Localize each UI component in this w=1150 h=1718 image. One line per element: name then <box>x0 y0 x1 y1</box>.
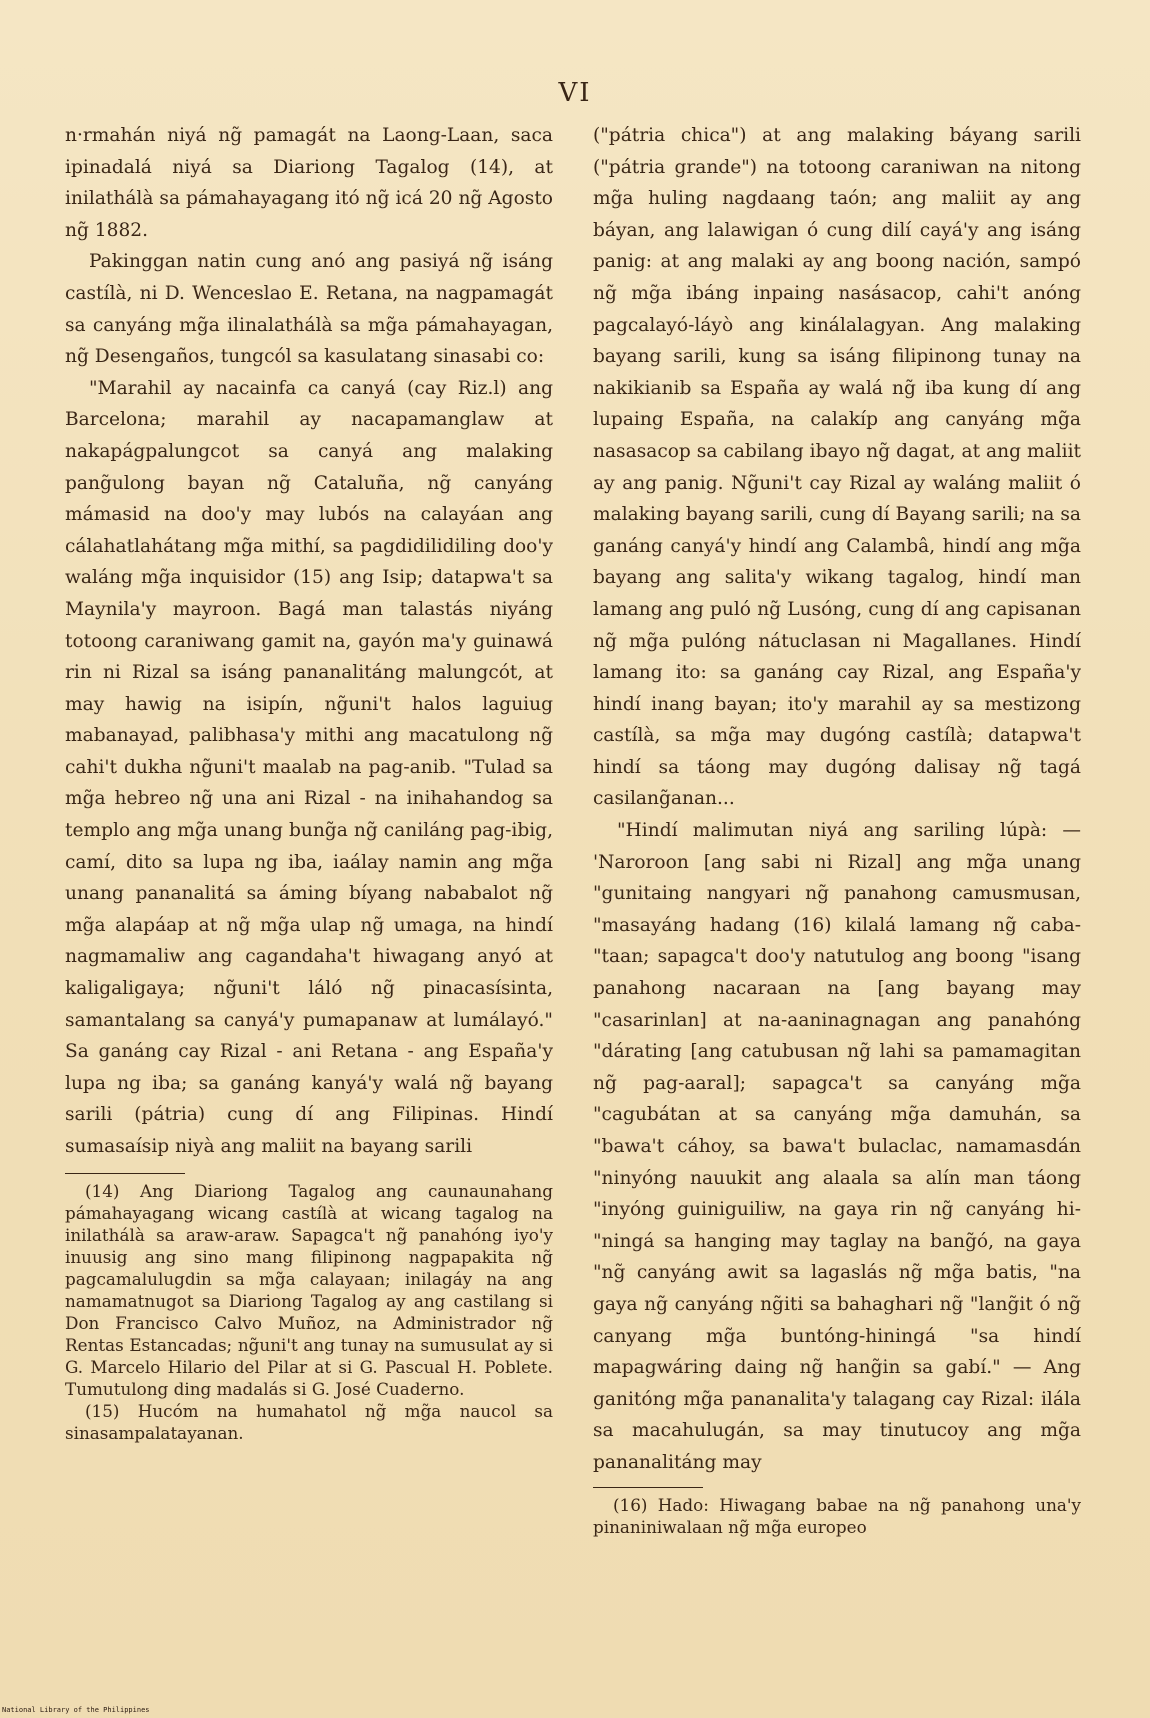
footnotes-right <box>593 1494 1081 1538</box>
paragraph: n·rmahán niyá ng̃ pamagát na Laong-Laan, saca ipinadalá niyá sa Diariong Tagalog (14), at inilathálà sa pámahayagang itó ng̃ icá 20 ng̃ Agosto ng̃ 1882. <box>65 125 553 241</box>
footnote: (14) Ang Diariong Tagalog ang caunaunahang pámahayagang wicang castílà at wicang tagalog na inilathálà sa araw-araw. Sapagca't ng̃ panahóng iyo'y inuusig ang sino mang filipinong nagpapakita ng̃ pagcamalulugdin sa mg̃a calayaan; inilagáy na ang namamatnugot sa Diariong Tagalog ay ang castilang si Don Francisco Calvo Muñoz, na Administrador ng̃ Rentas Estancadas; ng̃uni't ang tunay na sumusulat ay si G. Marcelo Hilario del Pilar at si G. Pascual H. Poblete. Tumutulong ding madalás si G. José Cuaderno. <box>65 1180 553 1399</box>
library-credit: National Library of the Philippines <box>2 1706 150 1714</box>
page-number: VI <box>558 78 592 108</box>
paragraph: "Hindí malimutan niyá ang sariling lúpà: — 'Naroroon [ang sabi ni Rizal] ang mg̃a unang "gunitaing nangyari ng̃ panahong camusmusan, "masayáng hadang (16) kilalá lamang ng̃ caba- "taan; sapagca't doo'y natutulog ang boong "isang panahong nacaraan na [ang bayang may "casarinlan] at na-aaninagnagan ang panahóng "dárating [ang catubusan ng̃ lahi sa pamamagitan ng̃ pag-aaral]; sapagca't sa canyáng mg̃a "cagubátan at sa canyáng mg̃a damuhán, sa "bawa't cáhoy, sa bawa't bulaclac, namamasdán "ninyóng nauukit ang alaala sa alín man táong "inyóng guiniguiliw, na gaya rin ng̃ canyáng hi- "ningá sa hanging may taglay na bang̃ó, na gaya "ng̃ canyáng awit sa lagaslás ng̃ mg̃a batis, "na gaya ng̃ canyáng ng̃iti sa bahaghari ng̃ "lang̃it ó ng̃ canyang mg̃a buntóng-hiningá "sa hindí mapagwáring daing ng̃ hang̃in sa gabí." — Ang ganitóng mg̃a pananalita'y talagang cay Rizal: ilála sa macahulugán, sa may tinutucoy ang mg̃a pananalitáng may <box>593 820 1081 1473</box>
paragraph: ("pátria chica") at ang malaking báyang sarili ("pátria grande") na totoong caraniwan na nitong mg̃a huling nagdaang taón; ang maliit ay ang báyan, ang lalawigan ó cung dilí cayá'y ang isáng panig: at ang malaki ay ang boong nación, sampó ng̃ mg̃a ibáng inpaing nasásacop, cahi't anóng pagcalayó-láyò ang kinálalagyan. Ang malaking bayang sarili, kung sa isáng filipinong tunay na nakikianib sa España ay walá ng̃ iba kung dí ang lupaing España, na calakíp ang canyáng mg̃a nasasacop sa cabilang ibayo ng̃ dagat, at ang maliit ay ang panig. Ng̃uni't cay Rizal ay waláng maliit ó malaking bayang sarili, cung dí Bayang sarili; na sa ganáng canyá'y hindí ang Calambâ, hindí ang mg̃a bayang ang salita'y wikang tagalog, hindí man lamang ang puló ng̃ Lusóng, cung dí ang capisanan ng̃ mg̃a pulóng nátuclasan ni Magallanes. Hindí lamang ito: sa ganáng cay Rizal, ang España'y hindí inang bayan; ito'y marahil ay sa mestizong castílà, sa mg̃a may dugóng castílà; datapwa't hindí sa táong may dugóng dalisay ng̃ tagá casilang̃anan... <box>593 125 1081 810</box>
footnote-divider <box>65 1173 185 1174</box>
footnote: (15) Hucóm na humahatol ng̃ mg̃a naucol sa sinasampalatayanan. <box>65 1400 553 1443</box>
paragraph: "Marahil ay nacainfa ca canyá (cay Riz.l) ang Barcelona; marahil ay nacapamanglaw at nakapágpalungcot sa canyá ang malaking pang̃ulong bayan ng̃ Cataluña, ng̃ canyáng mámasid na doo'y may lubós na calayáan ang cálahatlahátang mg̃a mithí, sa pagdidilidiling doo'y waláng mg̃a inquisidor (15) ang Isip; datapwa't sa Maynila'y mayroon. Bagá man talastás niyáng totoong caraniwang gamit na, gayón ma'y guinawá rin ni Rizal sa isáng pananalitáng malungcót, at may hawig na isipín, ng̃uni't halos laguiug mabanayad, palibhasa'y mithi ang macatulong ng̃ cahi't dukha ng̃uni't maalab na pag-anib. "Tulad sa mg̃a hebreo ng̃ una ani Rizal - na inihahandog sa templo ang mg̃a unang bung̃a ng̃ caniláng pag-ibig, camí, dito sa lupa ng iba, iaálay namin ang mg̃a unang pananalitá sa áming bíyang nababalot ng̃ mg̃a alapáap at ng̃ mg̃a ulap ng̃ umaga, na hindí nagmamaliw ang cagandaha't hiwagang anyó at kaligaligaya; ng̃uni't láló ng̃ pinacasísinta, samantalang sa canyá'y pumapanaw at lumálayó." Sa ganáng cay Rizal - ani Retana - ang España'y lupa ng iba; sa ganáng kanyá'y walá ng̃ bayang sarili (pátria) cung dí ang Filipinas. Hindí sumasaísip niyà ang maliit na bayang sarili <box>65 377 553 1157</box>
paragraph: Pakinggan natin cung anó ang pasiyá ng̃ isáng castílà, ni D. Wenceslao E. Retana, na nagpamagát sa canyáng mg̃a ilinalathálà sa mg̃a pámahayagan, ng̃ Desengaños, tungcól sa kasulatang sinasabi co: <box>65 251 553 368</box>
footnotes-left <box>65 1180 553 1444</box>
right-column <box>593 120 1081 1538</box>
footnote: (16) Hado: Hiwagang babae na ng̃ panahong una'y pinaniniwalaan ng̃ mg̃a europeo <box>593 1494 1081 1537</box>
footnote-divider <box>593 1487 703 1488</box>
left-column <box>65 120 553 1444</box>
